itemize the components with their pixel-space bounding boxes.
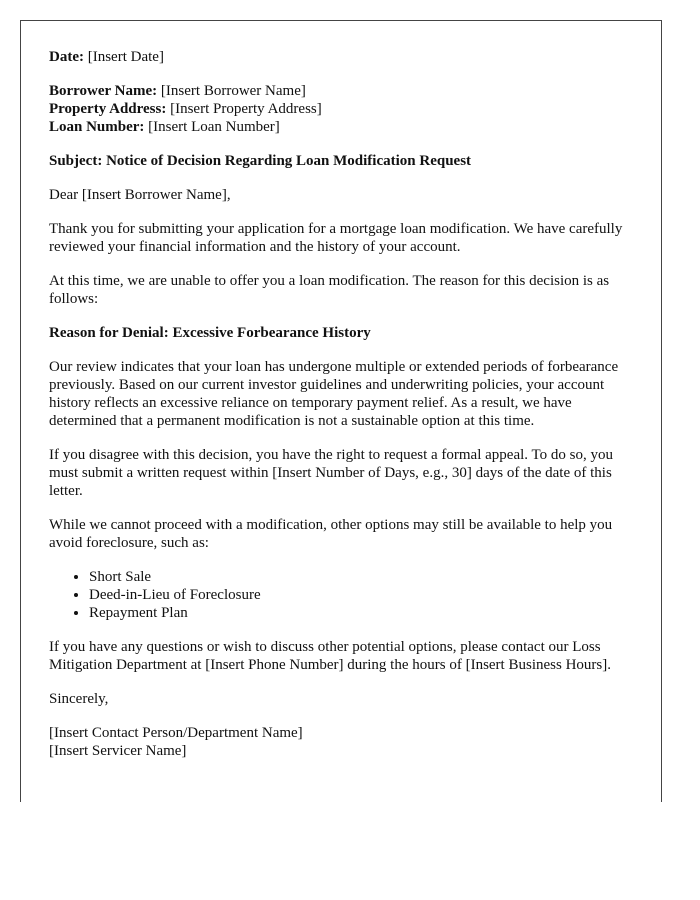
decision-paragraph: At this time, we are unable to offer you a loan modification. The reason for this decision is as follows:: [49, 273, 610, 307]
signature-block: [Insert Contact Person/Department Name] [Insert Servicer Name]: [49, 725, 303, 759]
options-list: [49, 568, 633, 622]
list-item: • Repayment Plan: [89, 604, 633, 622]
appeal-paragraph: If you disagree with this decision, you have the right to request a formal appeal. To do so, you must submit a written request within [Insert Number of Days, e.g., 30] days of the date of this letter.: [49, 447, 613, 499]
reason-heading: Reason for Denial: Excessive Forbearance History: [49, 325, 371, 341]
list-item: • Deed-in-Lieu of Foreclosure: [89, 586, 633, 604]
reason-paragraph: Our review indicates that your loan has undergone multiple or extended periods of forbearance previously. Based on our current investor guidelines and underwriting policies, your account history reflects an excessive reliance on temporary payment relief. As a result, we have determined that a permanent modification is not a sustainable option at this time.: [49, 359, 619, 429]
list-item: • Short Sale: [89, 568, 633, 586]
letter-page: [20, 20, 662, 802]
intro-paragraph: Thank you for submitting your application for a mortgage loan modification. We have carefully reviewed your financial information and the history of your account.: [49, 221, 623, 255]
recipient-block: Borrower Name: [Insert Borrower Name] Property Address: [Insert Property Address] Loan Number: [Insert Loan Number]: [49, 83, 322, 135]
subject-line: Subject: Notice of Decision Regarding Loan Modification Request: [49, 153, 472, 169]
date-line: Date: [Insert Date]: [49, 49, 164, 65]
closing: Sincerely,: [49, 691, 109, 707]
salutation: Dear [Insert Borrower Name],: [49, 187, 231, 203]
options-paragraph: While we cannot proceed with a modification, other options may still be available to help you avoid foreclosure, such as:: [49, 517, 613, 551]
contact-paragraph: If you have any questions or wish to discuss other potential options, please contact our Loss Mitigation Department at [Insert Phone Number] during the hours of [Insert Business Hours].: [49, 639, 611, 673]
